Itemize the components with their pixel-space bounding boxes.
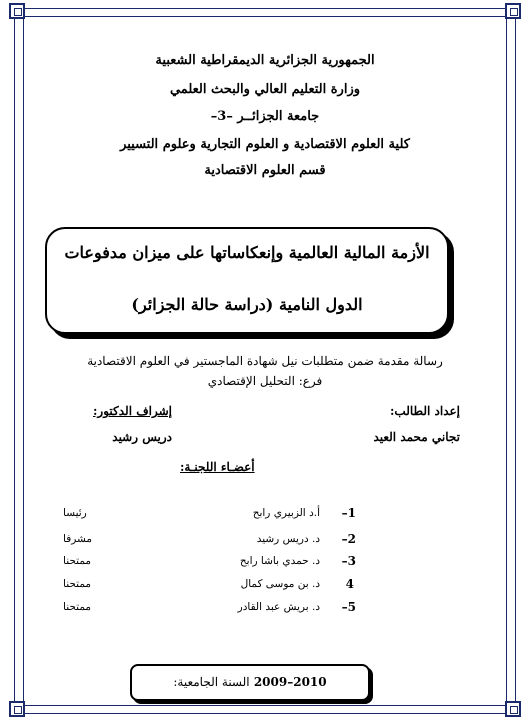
member-role: ممتحنا — [63, 555, 92, 567]
committee-label: أعضـاء اللجنـة: — [180, 460, 255, 474]
member-name: د. بن موسى كمال — [240, 578, 320, 590]
member-name: د. دريس رشيد — [256, 533, 320, 545]
member-number: 2– — [341, 532, 356, 546]
republic-name: الجمهورية الجزائرية الديمقراطية الشعبية — [155, 53, 375, 68]
student-label: إعداد الطالب: — [389, 404, 460, 418]
student-name: تجاني محمد العيد — [373, 430, 460, 444]
thesis-title-line-1: الأزمة المالية العالمية وإنعكاساتها على ميزان مدفوعات — [64, 243, 430, 262]
department-name: قسم العلوم الاقتصادية — [204, 163, 326, 178]
supervisor-name: دريس رشيد — [112, 430, 172, 444]
corner-ornament-top-left — [9, 3, 25, 19]
corner-ornament-bottom-left — [9, 701, 25, 717]
member-number: 4 — [345, 577, 354, 591]
member-role: رئيسا — [63, 507, 87, 519]
member-role: ممتحنا — [63, 578, 92, 590]
faculty-name: كلية العلوم الاقتصادية و العلوم التجارية وعلوم التسيير — [120, 137, 410, 152]
member-number: 5– — [341, 600, 356, 614]
member-number: 1– — [341, 506, 356, 520]
member-name: د. بريش عبد القادر — [237, 601, 320, 613]
thesis-title-box — [45, 227, 449, 334]
member-role: مشرفا — [63, 533, 93, 545]
ministry-name: وزارة التعليم العالي والبحث العلمي — [169, 82, 361, 97]
university-name: جامعة الجزائــر –3– — [210, 109, 320, 124]
member-role: ممتحنا — [63, 601, 92, 613]
corner-ornament-bottom-right — [505, 701, 521, 717]
academic-year-box — [130, 664, 370, 701]
academic-year-label: السنة الجامعية: — [173, 675, 250, 689]
member-name: أ.د الزبيري رابح — [252, 507, 320, 519]
academic-year-value: 2009–2010 — [253, 675, 327, 689]
member-name: د. حمدي باشا رابح — [239, 555, 320, 567]
member-number: 3– — [341, 554, 356, 568]
thesis-description: رسالة مقدمة ضمن متطلبات نيل شهادة الماجستير في العلوم الاقتصادية — [87, 354, 443, 368]
supervisor-label: إشراف الدكتور: — [92, 404, 172, 418]
corner-ornament-top-right — [505, 3, 521, 19]
thesis-branch: فرع: التحليل الإقتصادي — [207, 374, 323, 388]
thesis-title-line-2: الدول النامية (دراسة حالة الجزائر) — [131, 295, 363, 314]
